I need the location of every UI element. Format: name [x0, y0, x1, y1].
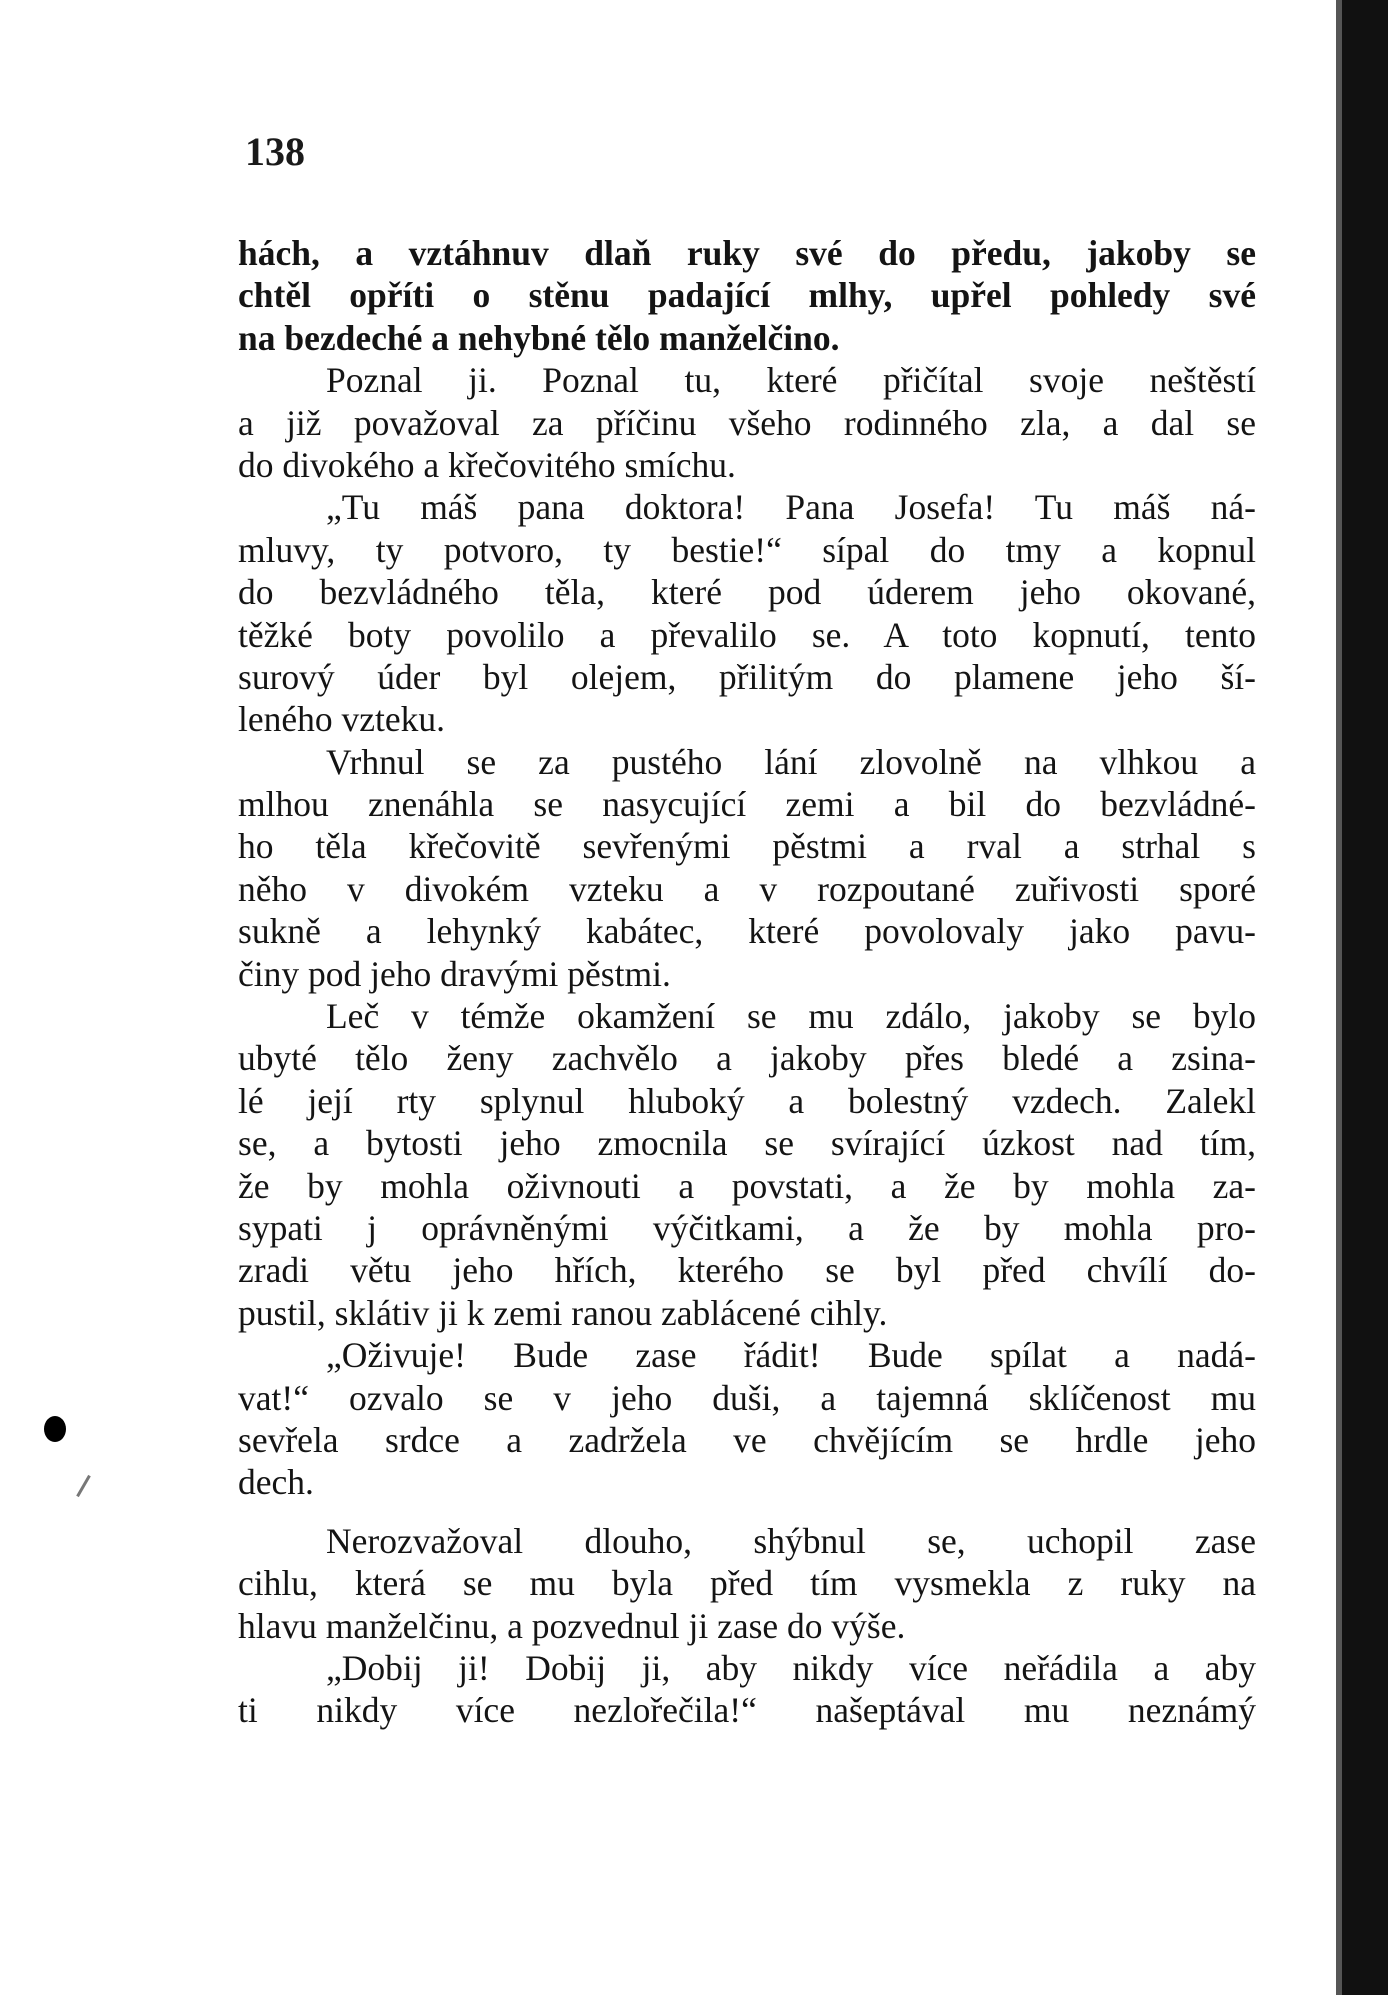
text-line: se, a bytosti jeho zmocnila se svírající úzkost nad tím,: [238, 1123, 1256, 1164]
text-line: sevřela srdce a zadržela ve chvějícím se hrdle jeho: [238, 1419, 1256, 1460]
text-line: mlhou znenáhla se nasycující zemi a bil do bezvládné-: [238, 784, 1256, 825]
text-line: Vrhnul se za pustého lání zlovolně na vlhkou a: [326, 741, 1256, 782]
text-line: cihlu, která se mu byla před tím vysmekla z ruky na: [238, 1563, 1256, 1604]
text-line: těžké boty povolilo a převalilo se. A toto kopnutí, tento: [238, 614, 1256, 655]
text-line: hách, a vztáhnuv dlaň ruky své do předu, jakoby se: [238, 233, 1256, 273]
text-line: Poznal ji. Poznal tu, které přičítal svoje neštěstí: [326, 360, 1256, 401]
text-line: surový úder byl olejem, přilitým do plamene jeho ší-: [238, 656, 1256, 697]
text-line: ubyté tělo ženy zachvělo a jakoby přes bledé a zsina-: [238, 1038, 1256, 1079]
scan-scratch: [76, 1475, 91, 1497]
text-line: „Dobij ji! Dobij ji, aby nikdy více neřádila a aby: [326, 1647, 1256, 1688]
scan-edge: [1340, 0, 1388, 1995]
text-line: do bezvládného těla, které pod úderem jeho okované,: [238, 572, 1256, 613]
page-number: 138: [245, 129, 305, 174]
text-line: do divokého a křečovitého smíchu.: [238, 444, 736, 485]
text-line: a již považoval za příčinu všeho rodinného zla, a dal se: [238, 402, 1256, 443]
text-line: sypati j oprávněnými výčitkami, a že by mohla pro-: [238, 1207, 1256, 1248]
text-line: dech.: [238, 1462, 314, 1503]
text-line: vat!“ ozvalo se v jeho duši, a tajemná sklíčenost mu: [238, 1377, 1256, 1418]
text-line: „Tu máš pana doktora! Pana Josefa! Tu máš ná-: [326, 487, 1256, 528]
body-text: [238, 232, 1256, 1732]
text-line: leného vzteku.: [238, 699, 446, 740]
text-line: něho v divokém vzteku a v rozpoutané zuřivosti sporé: [238, 868, 1256, 909]
text-line: pustil, sklátiv ji k zemi ranou zablácené cihly.: [238, 1292, 888, 1333]
text-line: mluvy, ty potvoro, ty bestie!“ sípal do tmy a kopnul: [238, 529, 1256, 570]
paragraph-gap: [238, 1504, 1256, 1520]
text-line: hlavu manželčinu, a pozvednul ji zase do výše.: [238, 1605, 906, 1646]
text-line: Leč v témže okamžení se mu zdálo, jakoby se bylo: [326, 996, 1256, 1037]
text-line: na bezdeché a nehybné tělo manželčino.: [238, 317, 840, 358]
text-line: ho těla křečovitě sevřenými pěstmi a rval a strhal s: [238, 826, 1256, 867]
text-line: sukně a lehynký kabátec, které povolovaly jako pavu-: [238, 911, 1256, 952]
text-line: „Oživuje! Bude zase řádit! Bude spílat a nadá-: [326, 1335, 1256, 1376]
scan-edge-shadow: [1336, 0, 1342, 1995]
text-line: činy pod jeho dravými pěstmi.: [238, 953, 671, 994]
text-line: Nerozvažoval dlouho, shýbnul se, uchopil zase: [326, 1520, 1256, 1561]
text-line: zradi větu jeho hřích, kterého se byl před chvílí do-: [238, 1250, 1256, 1291]
text-line: že by mohla oživnouti a povstati, a že by mohla za-: [238, 1165, 1256, 1206]
text-line: ti nikdy více nezlořečila!“ našeptával mu neznámý: [238, 1690, 1256, 1731]
text-line: lé její rty splynul hluboký a bolestný vzdech. Zalekl: [238, 1080, 1256, 1121]
text-line: chtěl opříti o stěnu padající mlhy, upřel pohledy své: [238, 275, 1256, 316]
ink-blot: [44, 1416, 66, 1442]
